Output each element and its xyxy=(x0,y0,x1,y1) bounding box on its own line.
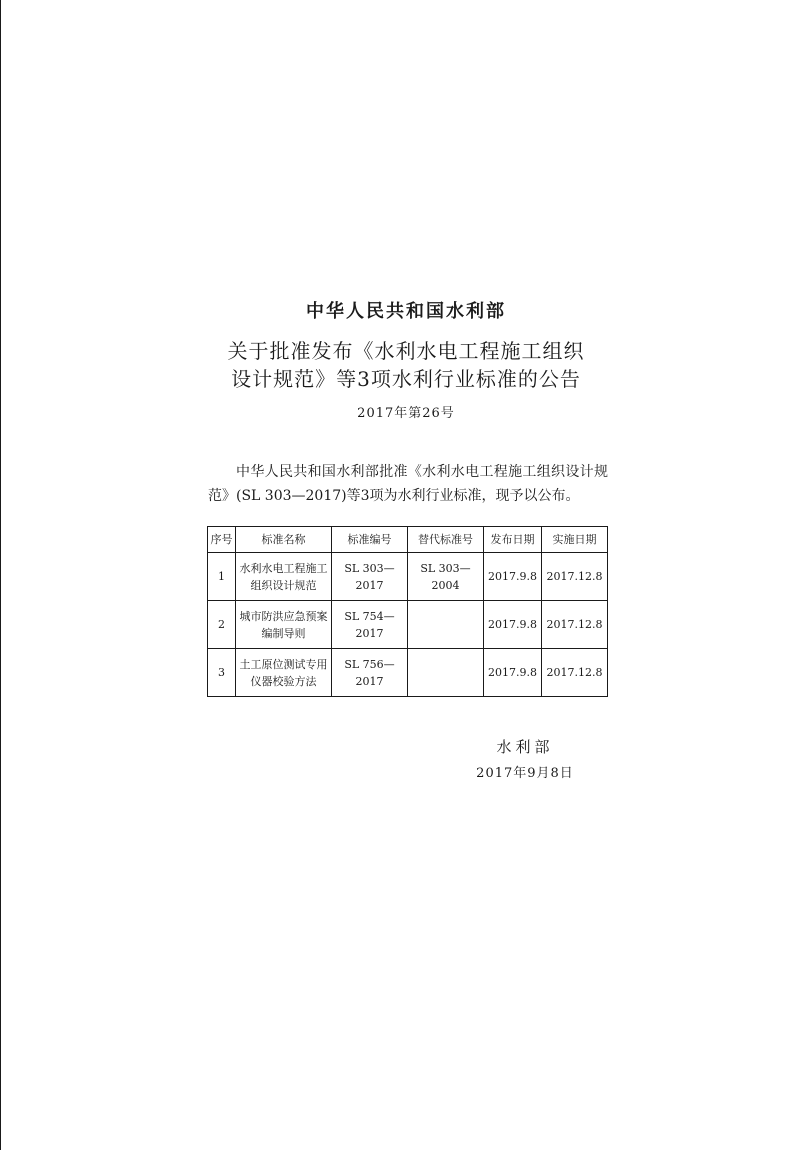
cell-seq: 2 xyxy=(208,601,236,649)
header-code: 标准编号 xyxy=(332,527,408,553)
cell-code: SL 756—2017 xyxy=(332,649,408,697)
cell-replaces: SL 303—2004 xyxy=(408,553,484,601)
cell-replaces xyxy=(408,649,484,697)
cell-name: 土工原位测试专用仪器校验方法 xyxy=(236,649,332,697)
page-left-edge xyxy=(0,0,1,1150)
signature-org: 水利部 xyxy=(496,738,554,756)
title-line-1: 关于批准发布《水利水电工程施工组织 xyxy=(227,339,585,363)
cell-published: 2017.9.8 xyxy=(484,601,542,649)
header-seq: 序号 xyxy=(208,527,236,553)
header-effective: 实施日期 xyxy=(542,527,608,553)
cell-seq: 3 xyxy=(208,649,236,697)
table-row xyxy=(208,649,608,697)
cell-published: 2017.9.8 xyxy=(484,553,542,601)
cell-published: 2017.9.8 xyxy=(484,649,542,697)
title-line-2: 设计规范》等3项水利行业标准的公告 xyxy=(231,367,581,391)
cell-code: SL 303—2017 xyxy=(332,553,408,601)
table-row xyxy=(208,553,608,601)
standards-table xyxy=(207,526,608,697)
cell-name: 城市防洪应急预案编制导则 xyxy=(236,601,332,649)
cell-seq: 1 xyxy=(208,553,236,601)
cell-effective: 2017.12.8 xyxy=(542,601,608,649)
table-header-row xyxy=(208,527,608,553)
announcement-title xyxy=(0,337,812,393)
table-row xyxy=(208,601,608,649)
issuer-name: 中华人民共和国水利部 xyxy=(306,301,506,322)
cell-replaces xyxy=(408,601,484,649)
document-number: 2017年第26号 xyxy=(357,406,455,421)
header-name: 标准名称 xyxy=(236,527,332,553)
body-paragraph: 中华人民共和国水利部批准《水利水电工程施工组织设计规范》(SL 303—2017)等3项为水利行业标准，现予以公布。 xyxy=(208,464,608,504)
cell-effective: 2017.12.8 xyxy=(542,649,608,697)
header-replaces: 替代标准号 xyxy=(408,527,484,553)
announcement-body xyxy=(208,460,608,508)
header-published: 发布日期 xyxy=(484,527,542,553)
cell-effective: 2017.12.8 xyxy=(542,553,608,601)
cell-name: 水利水电工程施工组织设计规范 xyxy=(236,553,332,601)
signature-date: 2017年9月8日 xyxy=(476,766,574,781)
cell-code: SL 754—2017 xyxy=(332,601,408,649)
